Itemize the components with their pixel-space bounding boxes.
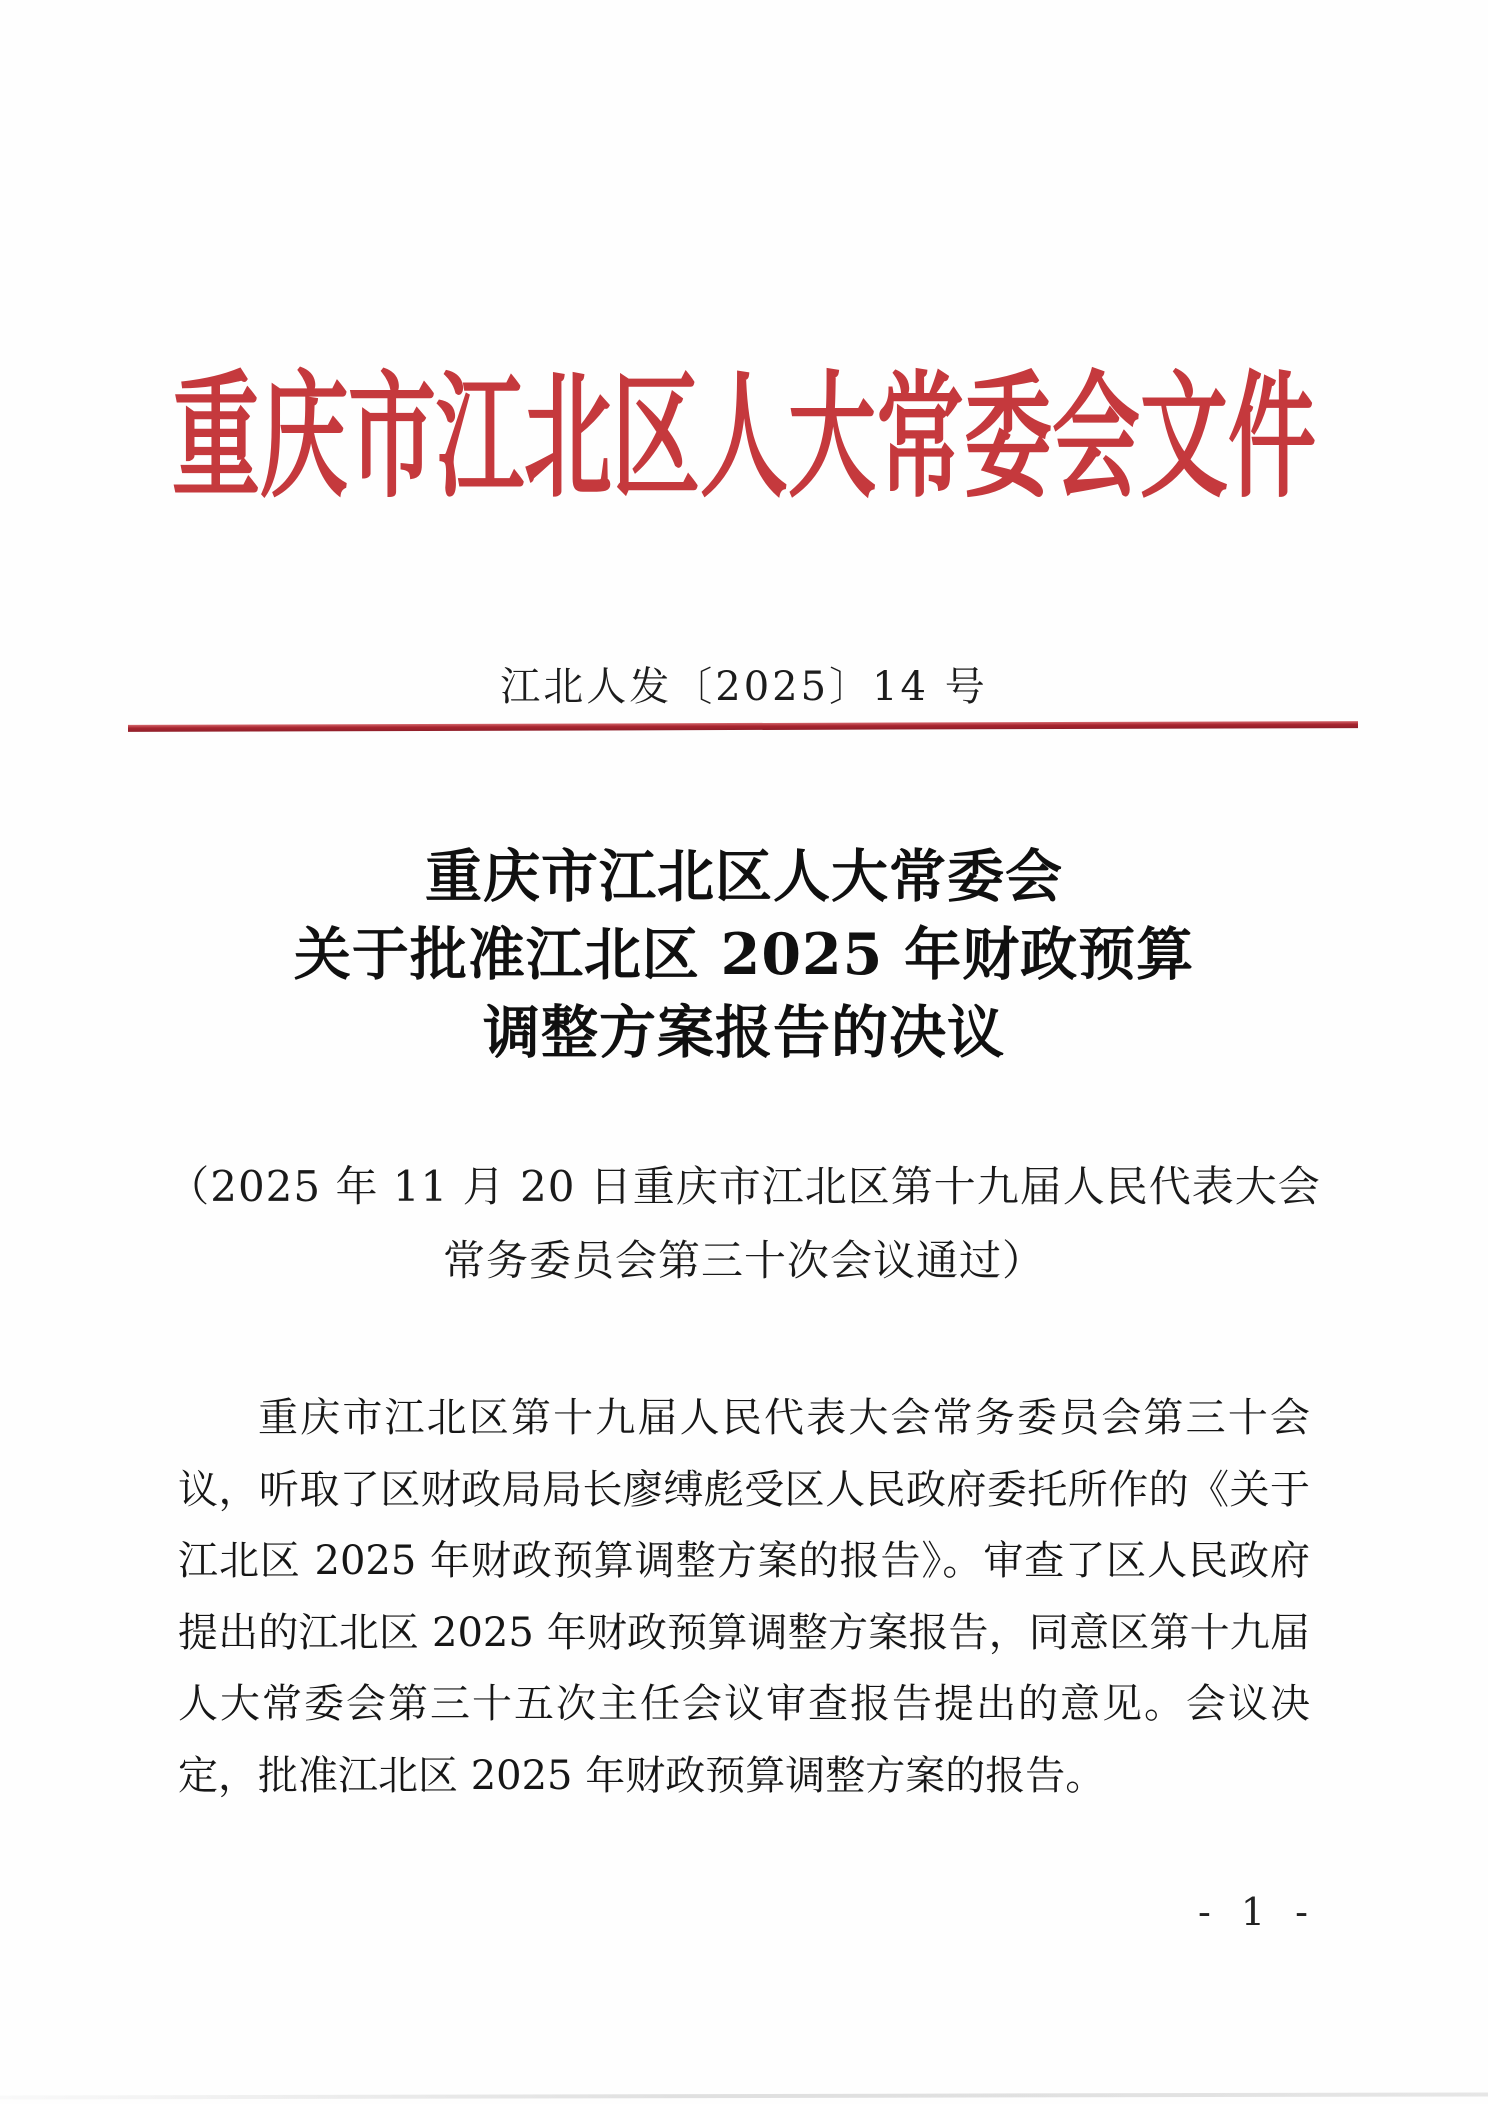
document-body (178, 1383, 1310, 1812)
title-line-1: 重庆市江北区人大常委会 (425, 843, 1063, 910)
title-line-2: 关于批准江北区 2025 年财政预算 (293, 921, 1195, 988)
page-number: - 1 - (1198, 1890, 1313, 1934)
scan-edge-artifact (0, 2092, 1488, 2099)
document-number: 江北人发〔2025〕14 号 (500, 664, 988, 710)
document-title (0, 838, 1488, 1072)
body-paragraph: 重庆市江北区第十九届人民代表大会常务委员会第三十会议，听取了区财政局局长廖缚彪受区人民政府委托所作的《关于江北区 2025 年财政预算调整方案的报告》。审查了区人民政府提出的江北区 2025 年财政预算调整方案报告，同意区第十九届人大常委会第三十五次主任会议审查报告提出的意见。会议决定，批准江北区 2025 年财政预算调整方案的报告。 (178, 1395, 1310, 1799)
meeting-note-line-2: 常务委员会第三十次会议通过） (442, 1236, 1045, 1285)
meeting-note-line-1: （2025 年 11 月 20 日重庆市江北区第十九届人民代表大会 (167, 1162, 1321, 1211)
title-line-3: 调整方案报告的决议 (483, 999, 1005, 1066)
red-divider-line (128, 721, 1358, 732)
meeting-adoption-note (0, 1150, 1488, 1298)
document-masthead: 重庆市江北区人大常委会文件 (171, 355, 1316, 517)
